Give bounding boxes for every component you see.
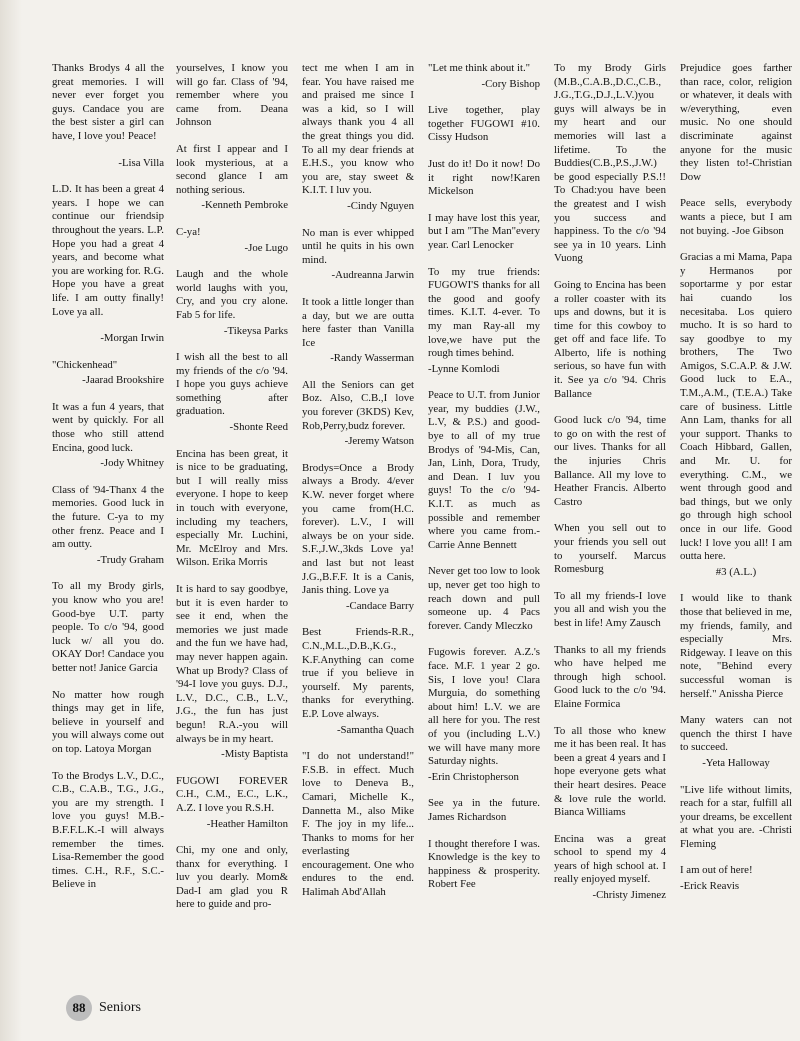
- message-text: Encina was a great school to spend my 4 years of high school at. I really enjoyed myself.: [554, 832, 666, 886]
- message-text: Class of '94-Thanx 4 the memories. Good luck in the future. C-ya to my other frenz. Peace and I am outty.: [52, 483, 164, 551]
- message-text: FUGOWI FOREVER C.H., C.M., E.C., L.K., A.Z. I love you R.S.H.: [176, 774, 288, 814]
- message-text: Prejudice goes farther than race, color, religion or whatever, it deals with w/everything, even music. No one should discriminate against anyone for the music they listen to!-Christian Dow: [680, 62, 792, 183]
- message-text: To my Brody Girls (M.B.,C.A.B.,D.C.,C.B., J.G.,T.G.,D.J.,L.V.)you guys will always be in my heart and our memories will last a lifetime. To the Buddies(C.B.,P.S.,J.W.) be good especially P.S.!! To Chad:you have been the greatest and I wish you success and happiness. To the c/o '94 see ya in 10 years. Linh Vuong: [554, 62, 666, 265]
- message-text: "Live life without limits, reach for a star, fulfill all your dreams, be excellent at what you are. -Christi Fleming: [680, 783, 792, 850]
- message-signature: -Yeta Halloway: [702, 756, 770, 769]
- message-text: "I do not understand!" F.S.B. in effect. Much love to Deneva B., Camari, Michelle K., Dannetta M., also Mike F. The joy in my life... Thanks to moms for her everlasting encouragement. One who endures to the end. Halimah Abd'Allah: [302, 750, 414, 899]
- message-text: L.D. It has been a great 4 years. I hope we can continue our friendsip throughout the years. L.P. Hope you had a great 4 years, and become what you are working for. R.G. Hope you have a great life. I am outty finally! Love ya all.: [52, 183, 164, 318]
- message-signature: #3 (A.L.): [715, 565, 757, 578]
- message-text: I would like to thank those that believed in me, my friends, family, and especially Mrs. Ridgeway. I leave on this note, "Behind every successful woman is herself." Anissha Pierce: [680, 592, 792, 700]
- message-text: To all my Brody girls, you know who you are! Good-bye U.T. party people. To c/o '94, good luck w/ all you do. OKAY Dor! Candace you better not! Janice Garcia: [52, 580, 164, 674]
- message-text: Just do it! Do it now! Do it right now!Karen Mickelson: [428, 157, 540, 198]
- message-text: Gracias a mi Mama, Papa y Hermanos por soportarme y por estar hai cuando los necesitaba. Los quiero mucho. It is so hard to say goodbye to my brothers, The Two Amigos, S.C.A.P. & J.W. Good luck to E.A., T.M.,A.M., (T.E.A.) Take care of business. Little Ann Lam, thanks for all your support. Thanks to Coach Hibbard, Gallen, and Mr. U. for everything. C.M., we went through good and bad things, but we only go through high school once in our life. Good luck! I love you all! I am outta here.: [680, 251, 792, 563]
- message-text: Best Friends-R.R., C.N.,M.L.,D.B.,K.G., K.F.Anything can come true if you believe in yourself. My parents, thanks for everything. E.P. Love always.: [302, 626, 414, 720]
- message-text: "Let me think about it.": [428, 62, 531, 74]
- message-signature: -Morgan Irwin: [100, 332, 164, 345]
- message-signature: -Misty Baptista: [221, 748, 288, 761]
- message-text: I am out of here!: [680, 864, 753, 877]
- message-signature: -Lynne Komlodi: [428, 362, 500, 375]
- message-text: Peace sells, everybody wants a piece, but I am not buying. -Joe Gibson: [680, 197, 792, 237]
- message-text: I thought therefore I was. Knowledge is the key to happiness & prosperity. Robert Fee: [428, 837, 540, 891]
- message-signature: -Erick Reavis: [680, 880, 740, 893]
- message-signature: -Erin Christopherson: [428, 770, 519, 783]
- page-binding-shadow: [0, 0, 22, 1041]
- message-text: It took a little longer than a day, but we are outta here faster than Vanilla Ice: [302, 295, 414, 349]
- message-text: To all those who knew me it has been real. It has been a great 4 years and I hope everyone gets what their heart desires. Peace & love rule the world. Bianca Williams: [554, 724, 666, 819]
- message-signature: -Randy Wasserman: [330, 352, 414, 365]
- message-signature: -Candace Barry: [345, 599, 414, 612]
- message-signature: -Jeremy Watson: [344, 435, 414, 448]
- message-signature: -Kenneth Pembroke: [201, 199, 288, 212]
- message-signature: -Tikeysa Parks: [223, 324, 288, 337]
- message-text: yourselves, I know you will go far. Class of '94, remember where you came from. Deana Johnson: [176, 62, 288, 129]
- message-signature: -Samantha Quach: [336, 723, 414, 736]
- message-text: When you sell out to your friends you sell out to yourself. Marcus Romesburg: [554, 522, 666, 576]
- message-text: It is hard to say goodbye, but it is even harder to see it end, when the memories we just made and the fun we have had, may never happen again. What up Brody? Class of '94-I love you guys. D.J., L.V., D.C., C.B., L.V., J.G., the fun has just begun! R.A.-you will always be in my heart.: [176, 583, 288, 745]
- message-text: No matter how rough things may get in life, believe in yourself and you will always come out on top. Latoya Morgan: [52, 688, 164, 755]
- message-text: tect me when I am in fear. You have raised me and praised me since I was a kid, so I will always thank you 4 all the great things you did. To all my dear friends at E.H.S., you know who you are, stay sweet & K.I.T. I luv you.: [302, 62, 414, 197]
- message-signature: -Joe Lugo: [244, 241, 288, 254]
- message-signature: -Cindy Nguyen: [347, 199, 414, 212]
- message-text: I wish all the best to all my friends of the c/o '94. I hope you guys achieve something after graduation.: [176, 351, 288, 418]
- message-text: Peace to U.T. from Junior year, my buddies (J.W., L.V, & P.S.) and good-bye to all of my true Brodys of '94-Mis, Can, Jan, Linh, Dora, Trudy, and Dean. I luv you guys! To the c/o '94-K.I.T. as much as possible and remember where you came from.-Carrie Anne Bennett: [428, 389, 540, 551]
- message-text: Thanks Brodys 4 all the great memories. I will never ever forget you guys. Candace you are the best sister a girl can have, I love you! Peace!: [52, 62, 164, 142]
- message-text: No man is ever whipped until he quits in his own mind.: [302, 226, 414, 266]
- message-column-6: [680, 62, 792, 907]
- message-text: Laugh and the whole world laughs with you, Cry, and you cry alone. Fab 5 for life.: [176, 268, 288, 321]
- message-text: "Chickenhead": [52, 358, 118, 371]
- message-text: All the Seniors can get Boz. Also, C.B.,I love you forever (3KDS) Kev, Rob,Perry,budz forever.: [302, 378, 414, 432]
- message-text: C-ya!: [176, 225, 201, 238]
- message-text: I may have lost this year, but I am "The Man"every year. Carl Lenocker: [428, 211, 540, 251]
- message-text: See ya in the future. James Richardson: [428, 797, 540, 823]
- message-signature: -Heather Hamilton: [206, 817, 288, 830]
- message-text: To the Brodys L.V., D.C., C.B., C.A.B., T.G., J.G., you are my strength. I love you guys! M.B.-B.F.F.L.K.-I will always remember the times. Lisa-Remember the good times. C.H., R.F., S.C.-Believe in: [52, 769, 164, 891]
- message-signature: -Jody Whitney: [100, 457, 164, 470]
- message-signature: -Christy Jimenez: [592, 889, 666, 902]
- message-text: Live together, play together FUGOWI #10. Cissy Hudson: [428, 104, 540, 144]
- message-column-4: [428, 62, 540, 905]
- message-text: Many waters can not quench the thirst I have to succeed.: [680, 714, 792, 754]
- message-text: Going to Encina has been a roller coaster with its ups and downs, but it is time for this cowboy to get off and face life. To Alberto, life is nothing serious, so have fun with it. See ya c/o '94. Chris Ballance: [554, 278, 666, 400]
- message-text: At first I appear and I look mysterious, at a second glance I am nothing serious.: [176, 142, 288, 196]
- message-text: To all my friends-I love you all and wish you the best in life! Amy Zausch: [554, 589, 666, 629]
- page-number: 88: [66, 995, 92, 1021]
- message-text: Fugowis forever. A.Z.'s face. M.F. 1 year 2 go. Sis, I love you! Clara Murguia, do something about him! L.V. we are all here for you. The rest of you (including L.V.) we will have many more Saturday nights.: [428, 646, 540, 768]
- message-text: Chi, my one and only, thanx for everything. I luv you dearly. Mom& Dad-I am glad you R here to guide and pro-: [176, 844, 288, 911]
- message-text: Never get too low to look up, never get too high to reach down and pull someone up. 4 Pacs forever. Candy Mleczko: [428, 565, 540, 632]
- message-text: Brodys=Once a Brody always a Brody. 4/ever K.W. never forget where you came from(H.C. forever). L.V., I will always be on your side. S.F.,J.W.,3kds Love ya! and last but not least J.G.,B.F.F. It is a Canis, Janis thing. Love ya: [302, 461, 414, 597]
- message-column-5: [554, 62, 666, 916]
- message-signature: -Lisa Villa: [118, 156, 164, 169]
- message-text: Good luck c/o '94, time to go on with the rest of our lives. Thanks for all the injuries Chris Ballance. All my love to Heather Francis. Alberto Castro: [554, 414, 666, 508]
- page-footer: [66, 994, 141, 1022]
- message-signature: -Audreanna Jarwin: [331, 269, 414, 282]
- message-text: It was a fun 4 years, that went by quickly. For all those who still attend Encina, good luck.: [52, 400, 164, 454]
- message-signature: -Trudy Graham: [96, 553, 164, 566]
- message-signature: -Cory Bishop: [481, 77, 540, 90]
- message-column-2: [176, 62, 288, 925]
- message-signature: -Shonte Reed: [229, 421, 288, 434]
- message-text: Thanks to all my friends who have helped me through high school. Good luck to the c/o '94. Elaine Formica: [554, 643, 666, 710]
- message-text: To my true friends: FUGOWI'S thanks for all the good and goofy times. K.I.T. 4-ever. To my man Ray-all my love,we have put the rough times behind.: [428, 265, 540, 360]
- message-signature: -Jaarad Brookshire: [82, 374, 164, 387]
- message-column-1: [52, 62, 164, 905]
- message-column-3: [302, 62, 414, 913]
- section-label: Seniors: [99, 1000, 141, 1015]
- message-text: Encina has been great, it is nice to be graduating, but I will really miss everyone. I hope to keep in touch with everyone, including my teachers, especially Mr. Luchini, Mr. McElroy and Mrs. Wilson. Erika Morris: [176, 447, 288, 569]
